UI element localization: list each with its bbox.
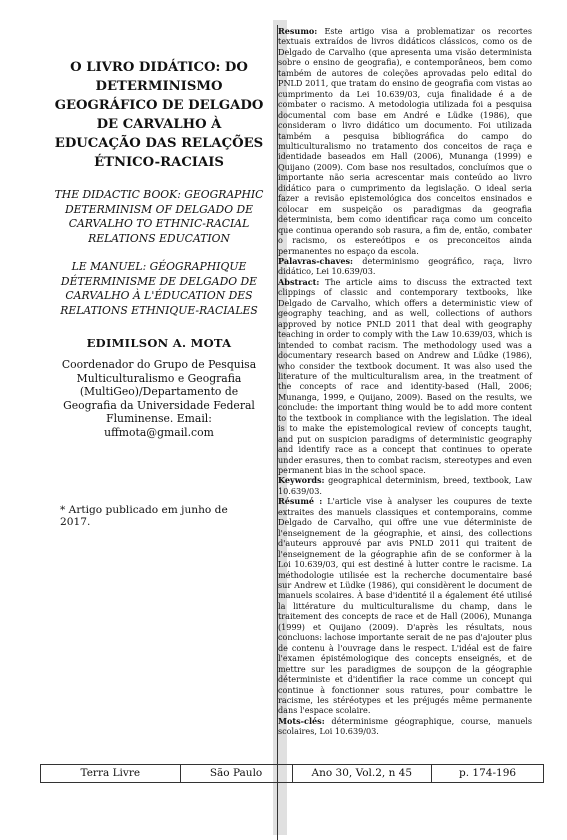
footer-volume: Ano 30, Vol.2, n 45 [293,765,433,782]
resume-label: Résumé : [278,496,323,507]
resume-paragraph [278,496,532,716]
motscles-text: déterminisme géographique, course, manuels scolaires, Loi 10.639/03. [278,715,532,737]
keywords-paragraph [278,475,532,496]
palavras-label: Palavras-chaves: [278,255,354,266]
abstract-text [278,26,532,737]
footer-journal: Terra Livre [41,765,181,782]
abstract-paragraph [278,277,532,476]
abstract-en-text: The article aims to discuss the extracted text clippings of classic and contemporary textbooks, like Delgado de Carvalho, which offers a deterministic view of geography teaching, and as well, collections of authors approved by notice PNLD 2011 that deal with geography teaching in order to comply with the Law 10.639/03, which is intended to combat racism. The methodology used was a documentary research based on Andrew and Lüdke (1986), who consider the textbook document. It was also used the literature of the multiculturalism area, in the treatment of the concepts of race and identity-based (Hall, 2006; Munanga, 1999, e Quijano, 2009). Based on the results, we conclude: the important thing would be to add more content to the textbook in compliance with the legislation. The ideal is to make the epistemological review of concepts taught, and put on suspicion paradigms of deterministic geography and identify race as a concept that continues to operate under erasures, then to combat racism, stereotypes and even permanent bias in the school space. [278,276,532,476]
left-column [54,58,264,439]
palavras-paragraph [278,256,532,277]
motscles-label: Mots-clés: [278,715,325,726]
author-name: EDIMILSON A. MOTA [86,336,232,350]
title-portuguese: O LIVRO DIDÁTICO: DO DETERMINISMO GEOGRÁFICO DE DELGADO DE CARVALHO À EDUCAÇÃO DAS RELAÇÕES ÉTNICO-RACIAIS [54,60,264,170]
palavras-text: determinismo geográfico, raça, livro didático, Lei 10.639/03. [278,255,532,277]
author-affiliation: Coordenador do Grupo de Pesquisa Multiculturalismo e Geografia (MultiGeo)/Departamento de Geografia da Universidade Federal Fluminense. Email: uffmota@gmail.com [61,358,257,439]
resumo-paragraph [278,26,532,256]
title-french: LE MANUEL: GÉOGRAPHIQUE DÉTERMINISME DE DELGADO DE CARVALHO À L'ÉDUCATION DES RELATIONS ETHNIQUE-RACIALES [60,260,258,317]
resume-text: L'article vise à analyser les coupures de texte extraites des manuels classiques et contemporains, comme Delgado de Carvalho, qui offre une vue déterministe de l'enseignement de la géographie, et ainsi, des collections d'auteurs approuvé par avis PNLD 2011 qui traitent de l'enseignement de la géographie afin de se conformer à la Loi 10.639/03, qui est destiné à lutter contre le racisme. La méthodologie utilisée est la recherche documentaire basé sur Andrew et Lüdke (1986), qui considèrent le document de manuels scolaires. À base d'identité il a également été utilisé la littérature du multiculturalisme du champ, dans le traitement des concepts de race et de Hall (2006), Munanga (1999) et Quijano (2009). D'après les résultats, nous concluons: lachose importante serait de ne pas d'ajouter plus de contenu à l'ouvrage dans le respect. L'idéal est de faire l'examen épistémologique des concepts enseignés, et de mettre sur les paradigmes de soupçon de la géographie déterministe et d'identifier la race comme un concept qui continue à fonctionner sous ratures, pour combattre le racisme, les stéréotypes et les préjugés même permanente dans l'espace scolaire. [278,496,532,716]
motscles-paragraph [278,716,532,737]
page-footer [40,764,544,783]
footer-pages: p. 174-196 [459,767,517,779]
keywords-label: Keywords: [278,475,325,486]
abstract-label: Abstract: [278,276,320,287]
resumo-text: Este artigo visa a problematizar os recortes textuais extraídos de livros didáticos clássicos, como os de Delgado de Carvalho (que apresenta uma visão determinista sobre o ensino de geografia), e contemporâneos, bem como também de autores de coleções aprovadas pelo edital do PNLD 2011, que tratam do ensino de geografia com vistas ao cumprimento da Lei 10.639/03, cuja finalidade é a de combater o racismo. A metodologia utilizada foi a pesquisa documental com base em André e Lüdke (1986), que consideram o livro didático um documento. Foi utilizada também a pesquisa bibliográfica do campo do multiculturalismo no tratamento dos conceitos de raça e identidade baseados em Hall (2006), Munanga (1999) e Quijano (2009). Com base nos resultados, concluímos que o importante não seria acrescentar mais conteúdo ao livro didático para o cumprimento da legislação. O ideal seria fazer a revisão epistemológica dos conceitos ensinados e colocar em suspeição os paradigmas da geografia determinista, bem como identificar raça como um conceito que continua operando sob rasura, a fim de, então, combater o racismo, os estereótipos e os preconceitos ainda permanentes no espaço da escola. [278,26,532,256]
keywords-text: geographical determinism, breed, textbook, Law 10.639/03. [278,475,532,496]
publication-note: * Artigo publicado em junho de 2017. [60,503,228,528]
resumo-label: Resumo: [278,26,318,36]
footer-city: São Paulo [181,765,293,782]
title-english: THE DIDACTIC BOOK: GEOGRAPHIC DETERMINISM OF DELGADO DE CARVALHO TO ETHNIC-RACIAL RELATIONS EDUCATION [54,188,264,245]
